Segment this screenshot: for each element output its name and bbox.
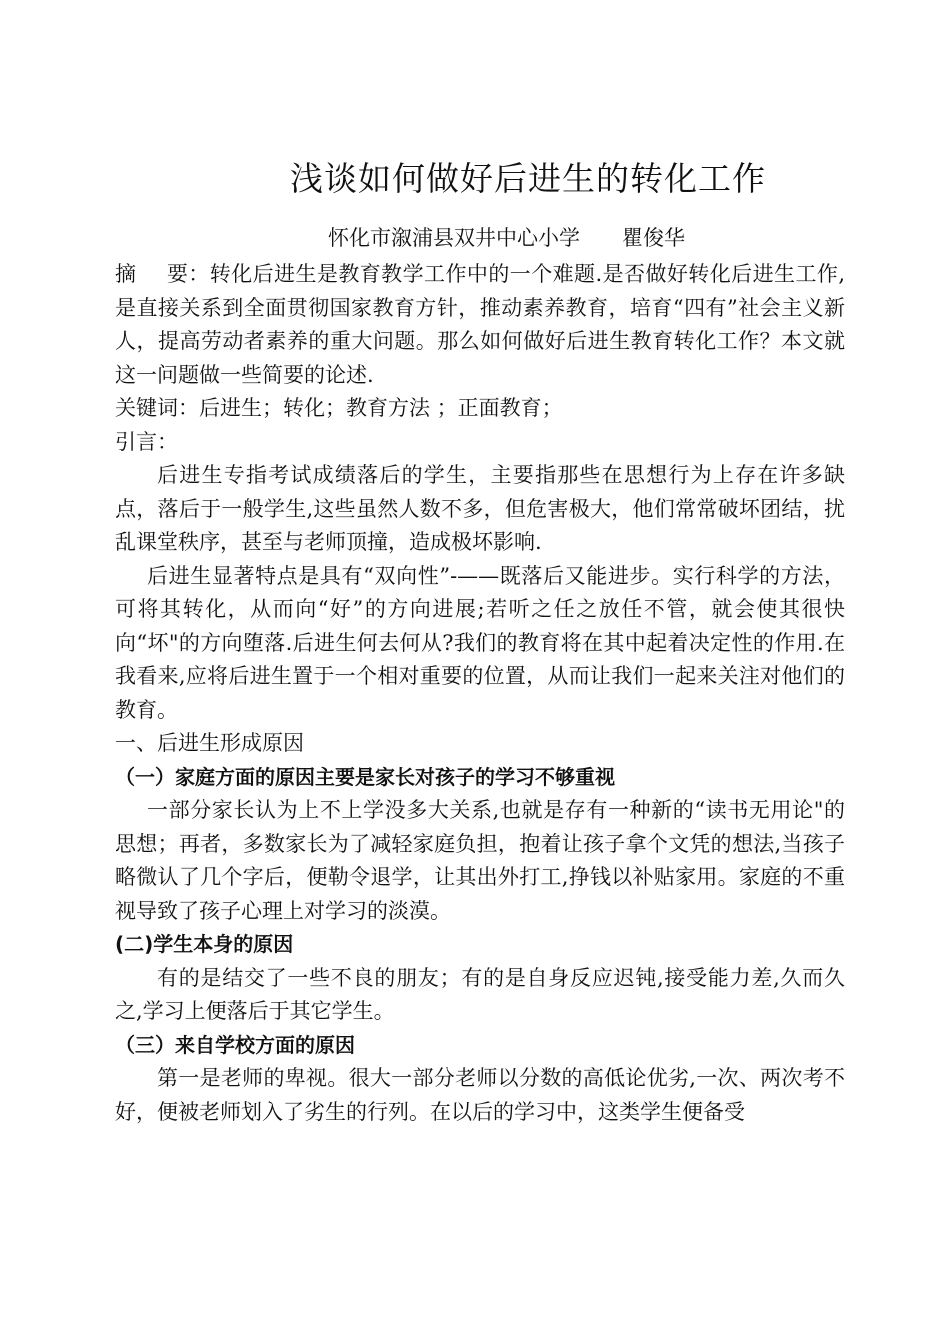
- abstract-text: 转化后进生是教育教学工作中的一个难题.是否做好转化后进生工作,是直接关系到全面贯彻国家教育方针，推动素养教育，培育“四有”社会主义新人，提高劳动者素养的重大问题。那么如何做好后进生教育转化工作？本文就这一问题做一些简要的论述.: [115, 262, 846, 387]
- abstract-label-first: 摘: [115, 262, 137, 286]
- subsection-text-school: 第一是老师的卑视。很大一部分老师以分数的高低论优劣,一次、两次考不好，便被老师划入了劣生的行列。在以后的学习中，这类学生便备受: [115, 1066, 845, 1124]
- subsection-text-student: 有的是结交了一些不良的朋友；有的是自身反应迟钝,接受能力差,久而久之,学习上便落后于其它学生。: [115, 965, 845, 1023]
- document-title: 浅谈如何做好后进生的转化工作: [290, 159, 766, 198]
- author-line: [328, 223, 685, 253]
- keywords-label: 关键词：: [115, 396, 199, 420]
- subsection-heading-student: (二)学生本身的原因: [115, 932, 294, 956]
- section-heading: 一、后进生形成原因: [115, 731, 304, 755]
- keywords-text: 后进生；转化；教育方法 ；正面教育；: [199, 396, 563, 420]
- subsection-heading-school: （三）来自学校方面的原因: [115, 1032, 355, 1057]
- subsection-heading-family: （一）家庭方面的原因主要是家长对孩子的学习不够重视: [115, 764, 615, 789]
- keywords-paragraph: [115, 392, 845, 426]
- intro-paragraph-2: 后进生显著特点是具有“双向性”-——既落后又能进步。实行科学的方法，可将其转化，从而向“好”的方向进展;若听之任之放任不管，就会使其很快向“坏"的方向堕落.后进生何去何从?我们的教育将在其中起着决定性的作用.在我看来,应将后进生置于一个相对重要的位置，从而让我们一起来关注对他们的教育。: [115, 563, 845, 722]
- intro-paragraph-1: 后进生专指考试成绩落后的学生，主要指那些在思想行为上存在许多缺点，落后于一般学生,这些虽然人数不多，但危害极大，他们常常破坏团结，扰乱课堂秩序，甚至与老师顶撞，造成极坏影响.: [115, 463, 845, 554]
- document-body: [115, 258, 845, 1129]
- author-name: 瞿俊华: [622, 226, 685, 250]
- abstract-paragraph: [115, 258, 845, 392]
- author-affiliation: 怀化市溆浦县双井中心小学: [328, 226, 580, 250]
- subsection-text-family: 一部分家长认为上不上学没多大关系,也就是存有一种新的“读书无用论"的思想；再者，多数家长为了减轻家庭负担，抱着让孩子拿个文凭的想法,当孩子略微认了几个字后，便勒令退学，让其出外打工,挣钱以补贴家用。家庭的不重视导致了孩子心理上对学习的淡漠。: [115, 798, 845, 923]
- abstract-label-second: 要：: [166, 262, 210, 286]
- intro-label: 引言：: [115, 429, 178, 454]
